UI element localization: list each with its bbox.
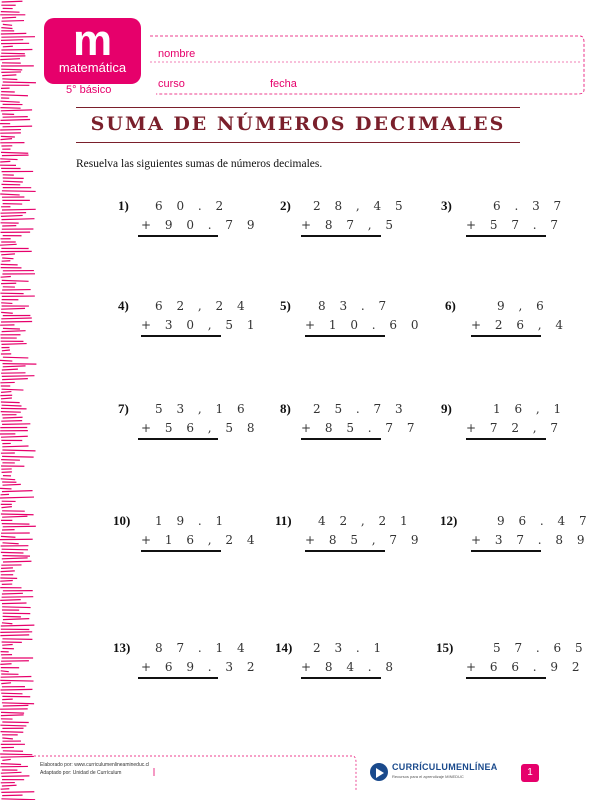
footer-credit-2: Adaptado por: Unidad de Currículum — [40, 770, 122, 776]
second-addend: + 7 2 , 7 — [466, 421, 564, 435]
problem-12 — [0, 513, 600, 557]
first-addend: 6 0 . 2 — [155, 199, 229, 213]
problem-number: 1) — [118, 198, 129, 213]
answer-line — [466, 235, 546, 237]
answer-line — [466, 438, 546, 440]
brand-name: CURRÍCULUMENLÍNEA — [392, 762, 498, 772]
brand-tagline: Recursos para el aprendizaje MINEDUC — [392, 774, 464, 779]
grade-label: 5° básico — [66, 84, 112, 96]
second-addend: + 2 6 , 4 — [471, 318, 569, 332]
second-addend: + 6 9 . 3 2 — [141, 660, 260, 674]
play-icon — [370, 763, 388, 781]
title-rule-top — [76, 107, 520, 108]
problem-number: 4) — [118, 298, 129, 313]
second-addend: + 8 4 . 8 — [301, 660, 399, 674]
first-addend: 8 3 . 7 — [318, 299, 392, 313]
problem-number: 9) — [441, 401, 452, 416]
first-addend: 6 2 , 2 4 — [155, 299, 250, 313]
problem-number: 2) — [280, 198, 291, 213]
problem-9 — [0, 401, 600, 445]
second-addend: + 8 5 . 7 7 — [301, 421, 420, 435]
first-addend: 4 2 , 2 1 — [318, 514, 413, 528]
answer-line — [471, 335, 541, 337]
second-addend: + 6 6 . 9 2 — [466, 660, 585, 674]
problem-number: 12) — [440, 513, 458, 528]
second-addend: + 8 5 , 7 9 — [305, 533, 424, 547]
problem-number: 3) — [441, 198, 452, 213]
first-addend: 9 , 6 — [497, 299, 549, 313]
student-info-frame — [146, 34, 586, 96]
first-addend: 2 3 . 1 — [313, 641, 387, 655]
second-addend: + 3 7 . 8 9 — [471, 533, 590, 547]
problem-6 — [0, 298, 600, 342]
first-addend: 5 7 . 6 5 — [493, 641, 588, 655]
second-addend: + 8 7 , 5 — [301, 218, 399, 232]
page-title: SUMA DE NÚMEROS DECIMALES — [90, 113, 506, 135]
problem-number: 8) — [280, 401, 291, 416]
second-addend: + 9 0 . 7 9 — [141, 218, 260, 232]
problem-number: 10) — [113, 513, 131, 528]
first-addend: 2 8 , 4 5 — [313, 199, 408, 213]
first-addend: 2 5 . 7 3 — [313, 402, 408, 416]
subject-logo — [44, 18, 141, 84]
course-field-label: curso — [158, 78, 185, 90]
instructions-text: Resuelva las siguientes sumas de números decimales. — [76, 158, 323, 170]
name-field-label: nombre — [158, 48, 196, 60]
problem-number: 7) — [118, 401, 129, 416]
date-field-label: fecha — [270, 78, 297, 90]
first-addend: 1 9 . 1 — [155, 514, 229, 528]
first-addend: 6 . 3 7 — [493, 199, 567, 213]
problem-number: 5) — [280, 298, 291, 313]
page-number: 1 — [521, 764, 539, 782]
first-addend: 9 6 . 4 7 — [497, 514, 592, 528]
second-addend: + 5 6 , 5 8 — [141, 421, 260, 435]
first-addend: 5 3 , 1 6 — [155, 402, 250, 416]
second-addend: + 1 0 . 6 0 — [305, 318, 424, 332]
logo-letter: m — [72, 16, 113, 65]
problem-number: 6) — [445, 298, 456, 313]
second-addend: + 3 0 , 5 1 — [141, 318, 260, 332]
problem-15 — [0, 640, 600, 684]
first-addend: 8 7 . 1 4 — [155, 641, 250, 655]
problem-number: 15) — [436, 640, 454, 655]
answer-line — [471, 550, 541, 552]
footer-credit-1: Elaborado por: www.curriculumenlineamineduc.cl — [40, 762, 150, 768]
problem-number: 11) — [275, 513, 292, 528]
problem-number: 13) — [113, 640, 131, 655]
problem-3 — [0, 198, 600, 242]
logo-subject: matemática — [58, 60, 127, 75]
second-addend: + 1 6 , 2 4 — [141, 533, 260, 547]
curriculum-logo — [370, 762, 506, 784]
title-rule-bottom — [76, 142, 520, 143]
answer-line — [466, 677, 546, 679]
problem-number: 14) — [275, 640, 293, 655]
second-addend: + 5 7 . 7 — [466, 218, 564, 232]
first-addend: 1 6 , 1 — [493, 402, 567, 416]
